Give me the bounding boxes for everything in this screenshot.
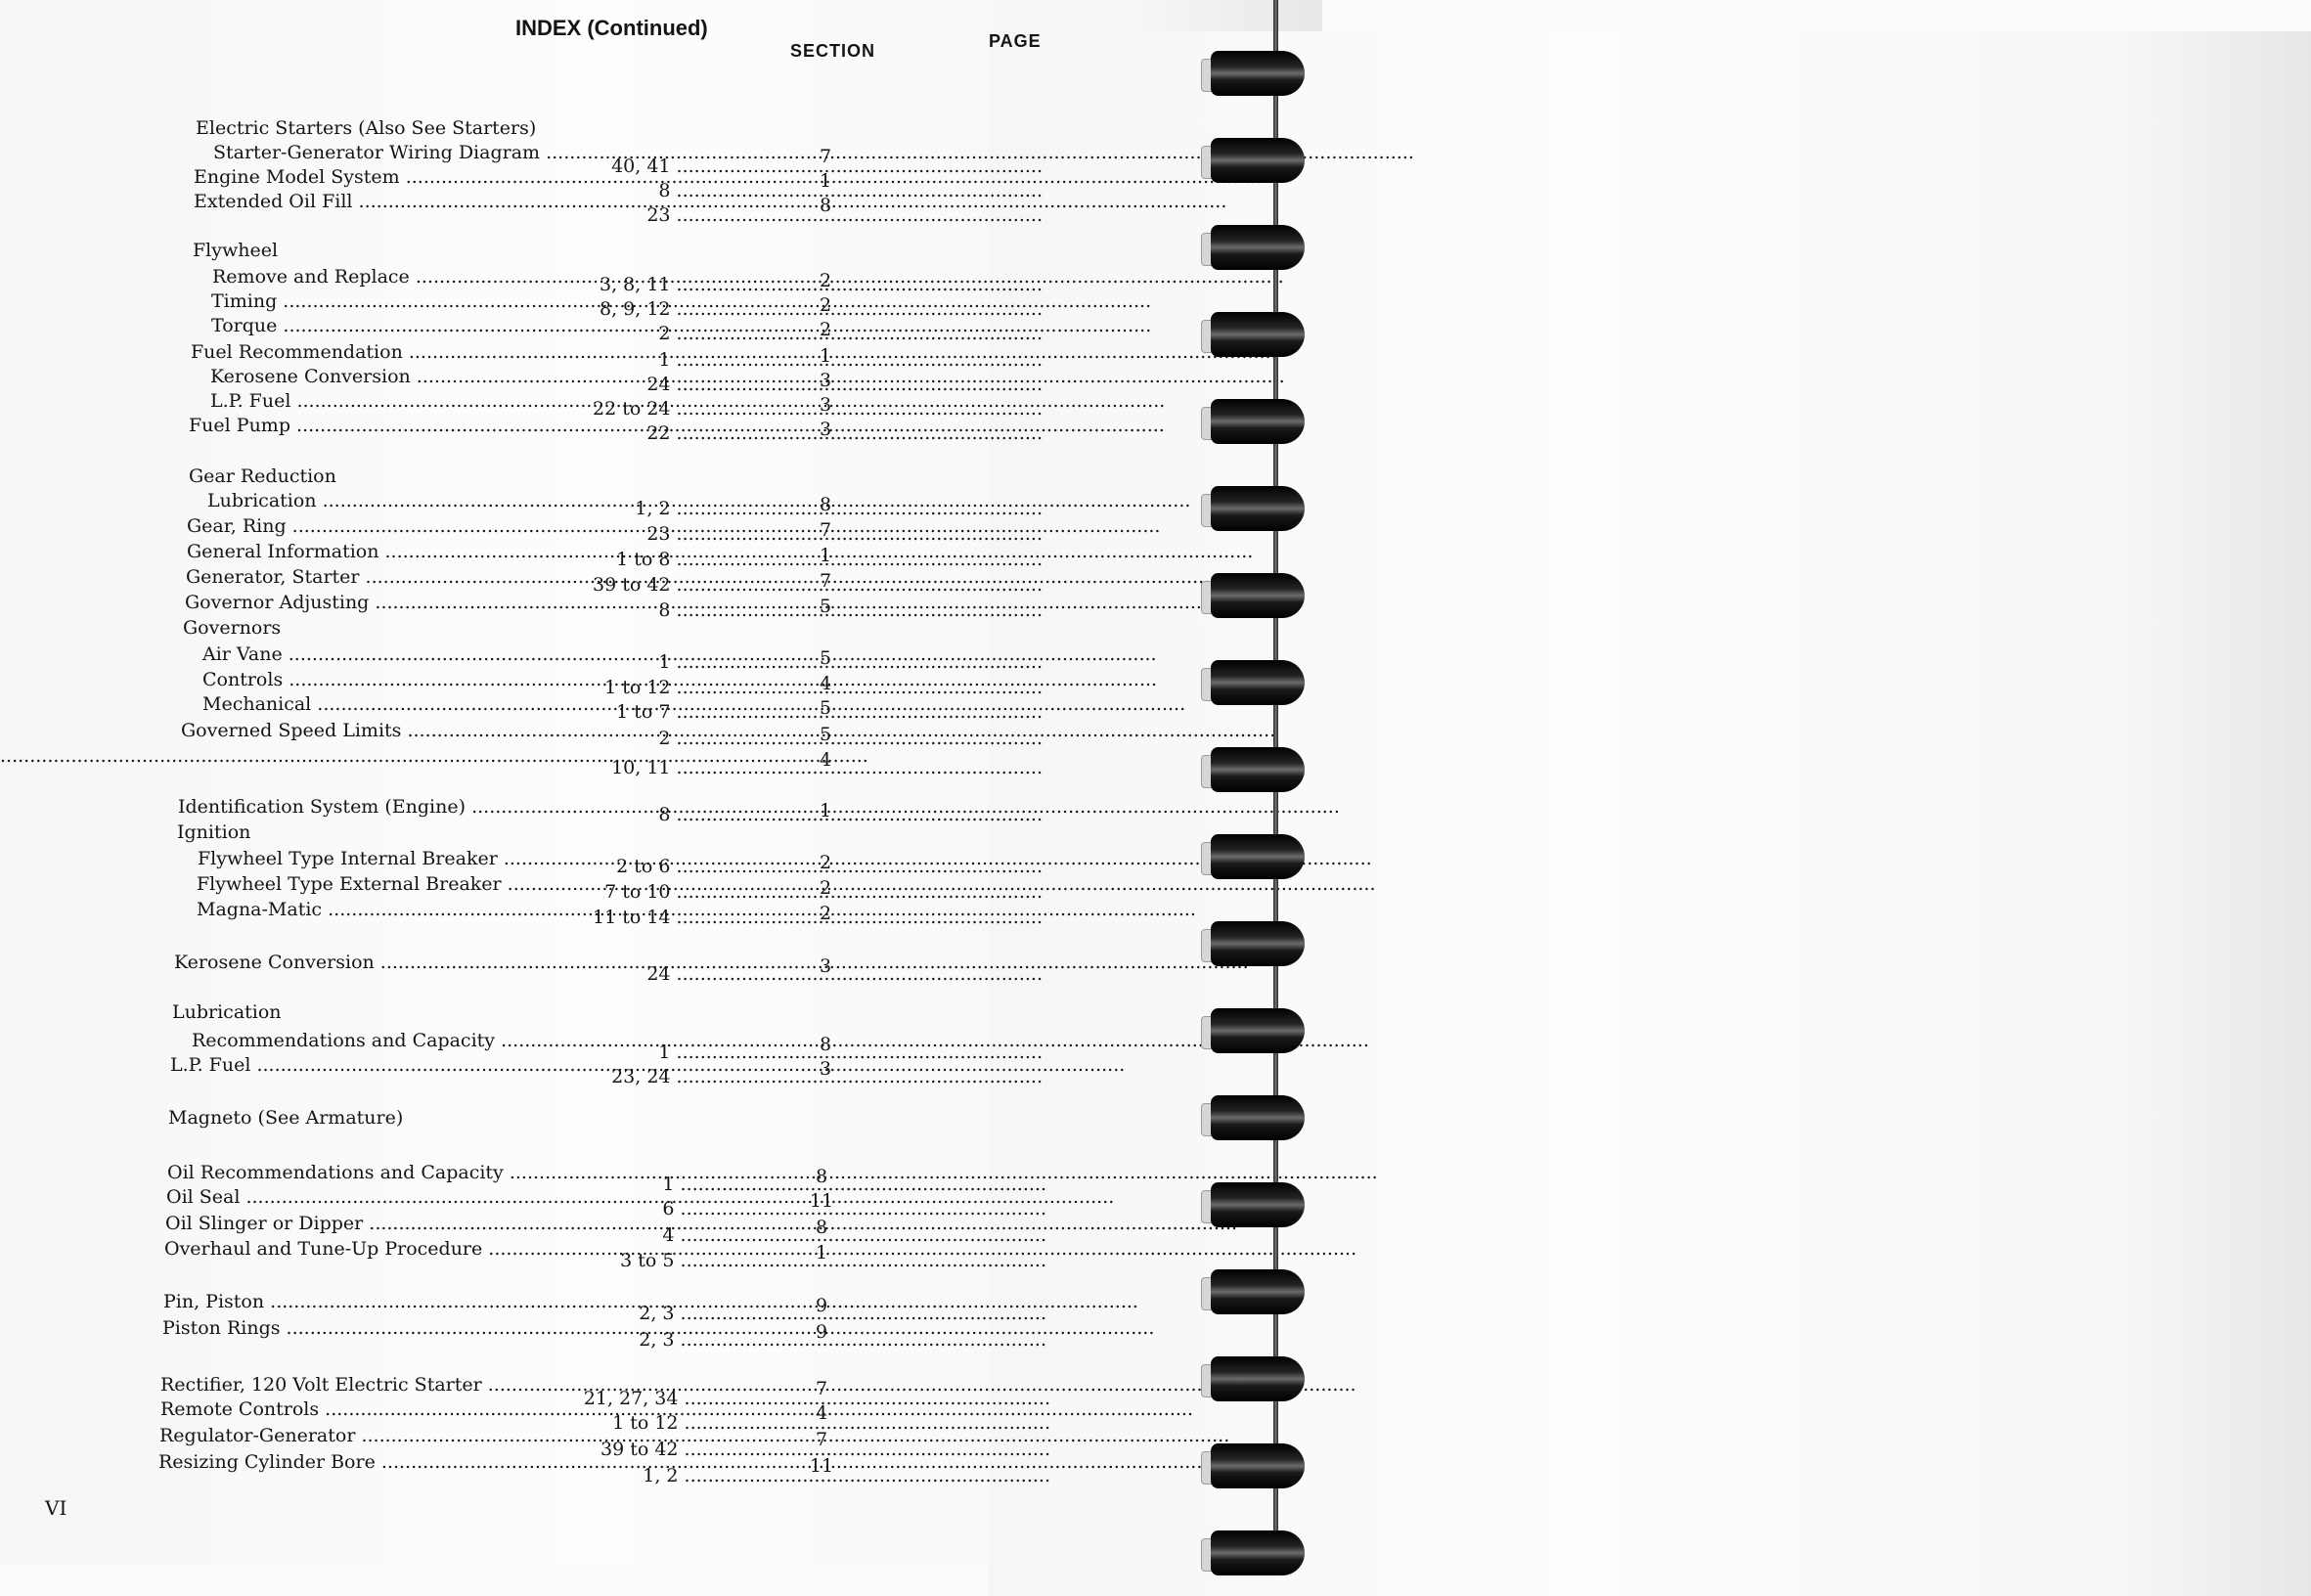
entry-section: 3: [819, 370, 832, 391]
entry-pages-value: 8, 9, 12: [599, 298, 671, 320]
entry-section: 8: [815, 1217, 828, 1238]
index-entry: [0, 950, 1322, 985]
entry-pages-value: 3 to 5: [620, 1250, 675, 1271]
entry-pages-value: 23: [646, 204, 671, 226]
entry-pages-value: 39 to 42: [592, 574, 671, 596]
entry-title: Lubrication .....: [207, 488, 792, 513]
entry-title: Gear Reduction: [189, 466, 336, 487]
entry-section: 9: [815, 1321, 828, 1343]
entry-section: 2: [819, 294, 832, 316]
entry-pages-value: 1: [658, 651, 671, 673]
entry-section: 1: [819, 545, 832, 566]
entry-title: Oil Slinger or Dipper .....: [165, 1211, 792, 1236]
entry-section: 8: [815, 1166, 828, 1187]
entry-pages-value: 7 to 10: [604, 881, 671, 903]
binding-ring: [1211, 1356, 1305, 1401]
index-entry: [0, 642, 1322, 673]
entry-title: Torque .....: [211, 313, 792, 338]
binding-ring: [1211, 486, 1305, 531]
entry-title: Lubrication: [172, 1001, 282, 1023]
entry-title: Extended Oil Fill .....: [194, 189, 792, 214]
page-title: INDEX (Continued): [515, 16, 708, 40]
index-entry: [0, 999, 1322, 1025]
entry-title: Governor Adjusting .....: [185, 590, 792, 615]
index-entry: [0, 743, 1322, 778]
entry-title: Starter-Generator Wiring Diagram .....: [213, 140, 792, 165]
index-entry: [0, 1289, 1322, 1324]
entry-section: 5: [819, 697, 832, 719]
entry-pages-value: 1, 2: [635, 498, 671, 519]
index-entry: [0, 1160, 1322, 1195]
entry-title: Generator, Starter .....: [186, 564, 792, 590]
entry-section: 7: [819, 570, 832, 592]
entry-pages-value: 2 to 6: [616, 856, 671, 877]
entry-section: 2: [819, 270, 832, 291]
entry-title: Flywheel Type Internal Breaker .....: [198, 846, 792, 871]
entry-pages-value: 8: [658, 804, 671, 825]
entry-pages: [620, 1248, 1046, 1273]
entry-pages-value: 1 to 12: [612, 1412, 679, 1434]
index-entry: [0, 264, 1322, 295]
entry-pages-value: 24: [646, 374, 671, 395]
entry-pages-value: 2: [658, 728, 671, 749]
binding-ring: [1211, 921, 1305, 966]
index-entry: [0, 871, 1322, 903]
entry-pages-value: 4: [662, 1224, 675, 1246]
binding-ring: [1211, 660, 1305, 705]
entry-title: Ignition: [177, 821, 251, 843]
index-entry: [0, 1236, 1322, 1271]
index-entry: [0, 513, 1322, 545]
entry-pages-value: 6: [662, 1198, 675, 1219]
entry-title: L.P. Fuel .....: [210, 388, 792, 414]
binding-ring: [1211, 1443, 1305, 1488]
binding-ring: [1211, 573, 1305, 618]
entry-title: Kerosene Conversion .....: [210, 364, 792, 389]
entry-pages-value: 22: [646, 422, 671, 444]
binding-ring: [1211, 747, 1305, 792]
entry-section: 3: [819, 1058, 832, 1080]
entry-title: Oil Seal .....: [166, 1184, 792, 1210]
entry-title: Remote Controls .....: [160, 1396, 792, 1422]
index-entry: [0, 820, 1322, 845]
index-entry: [0, 718, 1322, 749]
index-entry: [0, 1449, 1322, 1486]
entry-title: Air Vane .....: [202, 642, 792, 667]
entry-section: 7: [815, 1429, 828, 1450]
entry-title: L.P. Fuel .....: [170, 1052, 792, 1078]
entry-title: Magneto (See Armature): [168, 1107, 404, 1129]
index-entry: [0, 590, 1322, 621]
entry-section: 5: [819, 647, 832, 669]
entry-title: Gear, Ring .....: [187, 513, 792, 539]
entry-section: 11: [809, 1455, 834, 1477]
entry-section: 11: [809, 1190, 834, 1212]
entry-pages-value: 3, 8, 11: [599, 274, 671, 295]
index-entry: [0, 339, 1322, 371]
entry-title: Rectifier, 120 Volt Electric Starter .....: [160, 1372, 792, 1397]
entry-pages-value: 2: [658, 323, 671, 344]
entry-pages-value: 40, 41: [611, 155, 671, 177]
entry-section: 1: [819, 800, 832, 821]
entry-section: 2: [819, 852, 832, 873]
binding-ring: [1211, 1530, 1305, 1575]
entry-pages-value: 10, 11: [611, 757, 671, 778]
entry-title: Oil Recommendations and Capacity .....: [167, 1160, 792, 1185]
entry-pages-value: 1: [658, 349, 671, 371]
entry-title: Controls .....: [202, 667, 792, 692]
entry-pages: [646, 961, 1043, 987]
index-entry: [0, 164, 1322, 201]
index-entry: [0, 615, 1322, 641]
entry-title: Regulator-Generator .....: [159, 1423, 792, 1448]
entry-title: Remove and Replace .....: [212, 264, 792, 289]
binding-ring: [1211, 138, 1305, 183]
index-entry: [0, 1211, 1322, 1246]
entry-section: 3: [819, 955, 832, 977]
index-entry: [0, 488, 1322, 519]
entry-pages-value: 21, 27, 34: [583, 1388, 679, 1409]
entry-section: 8: [819, 1034, 832, 1055]
entry-title: Piston Rings .....: [162, 1315, 792, 1341]
entry-section: 4: [819, 673, 832, 694]
index-entry: [0, 1105, 1322, 1130]
entry-pages-value: 1 to 7: [616, 701, 671, 723]
index-entry: [0, 238, 1322, 263]
entry-section: 5: [819, 596, 832, 617]
index-entry: [0, 313, 1322, 344]
entry-title: Fuel Recommendation .....: [191, 339, 792, 365]
index-entry: [0, 1028, 1322, 1063]
entry-section: 9: [815, 1295, 828, 1316]
entry-title: Flywheel: [193, 240, 279, 261]
index-entry: [0, 1396, 1322, 1434]
entry-section: 2: [819, 903, 832, 924]
entry-section: 7: [819, 519, 832, 541]
index-entry: [0, 846, 1322, 877]
entry-pages-value: 1, 2: [643, 1465, 679, 1486]
entry-pages-value: 11 to 14: [592, 907, 671, 928]
entry-title: Timing .....: [211, 288, 792, 314]
entry-pages: [592, 905, 1043, 930]
entry-title: Flywheel Type External Breaker .....: [197, 871, 792, 897]
entry-title: Kerosene Conversion .....: [174, 950, 792, 975]
entry-title: Mechanical .....: [202, 691, 792, 717]
entry-title: Resizing Cylinder Bore .....: [158, 1449, 792, 1475]
index-entry: [0, 464, 1322, 489]
entry-pages-value: 1 to 12: [604, 677, 671, 698]
entry-pages-value: 22 to 24: [592, 398, 671, 420]
entry-title: Fuel Pump .....: [189, 413, 792, 438]
entry-section: 1: [815, 1242, 828, 1264]
index-entry: [0, 1052, 1322, 1087]
entry-pages-value: 2, 3: [639, 1329, 675, 1351]
index-entry: [0, 413, 1322, 444]
entry-section: 1: [819, 345, 832, 367]
binding-ring: [1211, 225, 1305, 270]
binding-ring: [1211, 399, 1305, 444]
index-entry: [0, 691, 1322, 723]
index-entry: [0, 364, 1322, 395]
index-entry: [0, 189, 1322, 226]
entry-title: Recommendations and Capacity .....: [192, 1028, 792, 1053]
entry-title: Identification System (Engine) .....: [178, 794, 792, 820]
entry-pages-value: 24: [646, 963, 671, 985]
entry-section: 5: [819, 724, 832, 745]
entry-pages-value: 1 to 8: [616, 549, 671, 570]
index-entry: [0, 667, 1322, 698]
entry-section: 1: [819, 170, 832, 192]
entry-section: 7: [819, 146, 832, 167]
entry-section: 7: [815, 1378, 828, 1399]
index-entry: [0, 288, 1322, 320]
section-column-header: SECTION: [790, 41, 876, 61]
index-entry: [0, 1184, 1322, 1219]
index-entry: [0, 388, 1322, 420]
index-entry: [0, 1315, 1322, 1351]
entry-pages-value: 8: [658, 180, 671, 201]
entry-pages-value: 8: [658, 599, 671, 621]
entry-title: General Information .....: [187, 539, 792, 564]
entry-section: 2: [819, 319, 832, 340]
entry-section: 3: [819, 419, 832, 440]
entry-pages-value: 23, 24: [611, 1066, 671, 1087]
entry-title: Governors: [183, 617, 282, 639]
entry-pages-value: 2, 3: [639, 1303, 675, 1324]
entry-section: 8: [819, 195, 832, 216]
index-entry: [0, 539, 1322, 570]
index-entry: [0, 564, 1322, 596]
index-entry: [0, 1423, 1322, 1460]
entry-title: Pin, Piston .....: [163, 1289, 792, 1314]
entry-title: Governed Speed Limits .....: [181, 718, 792, 743]
entry-section: 4: [815, 1402, 828, 1424]
entry-pages: [611, 755, 1043, 780]
index-entry: [0, 897, 1322, 928]
entry-pages-value: 23: [646, 523, 671, 545]
entry-section: 2: [819, 877, 832, 899]
entry-section: 8: [819, 494, 832, 515]
entry-pages: [611, 1064, 1043, 1089]
binding-ring: [1211, 1008, 1305, 1053]
entry-section: 3: [819, 394, 832, 416]
entry-pages: [646, 202, 1043, 228]
page-number: VI: [45, 1496, 67, 1520]
entry-pages: [639, 1327, 1046, 1352]
binding-ring: [1211, 1095, 1305, 1140]
binding-ring: [1211, 51, 1305, 96]
entry-title: Overhaul and Tune-Up Procedure .....: [164, 1236, 792, 1262]
binding-ring: [1211, 1269, 1305, 1314]
binding-ring: [1211, 1182, 1305, 1227]
entry-title: Engine Model System .....: [194, 164, 792, 190]
index-entry: [0, 794, 1322, 825]
binding-ring: [1211, 312, 1305, 357]
page-column-header: PAGE: [989, 31, 2311, 1596]
index-entry: [0, 115, 1322, 141]
spiral-binding: [1201, 0, 1322, 1565]
entry-pages-value: 1: [658, 1042, 671, 1063]
entry-pages: [646, 421, 1043, 446]
entry-pages-value: 1: [662, 1174, 675, 1195]
entry-section: 4: [819, 749, 832, 771]
entry-pages-value: 39 to 42: [600, 1439, 679, 1460]
entry-title: Magna-Matic .....: [197, 897, 792, 922]
entry-title: Electric Starters (Also See Starters): [196, 117, 537, 139]
binding-ring: [1211, 834, 1305, 879]
